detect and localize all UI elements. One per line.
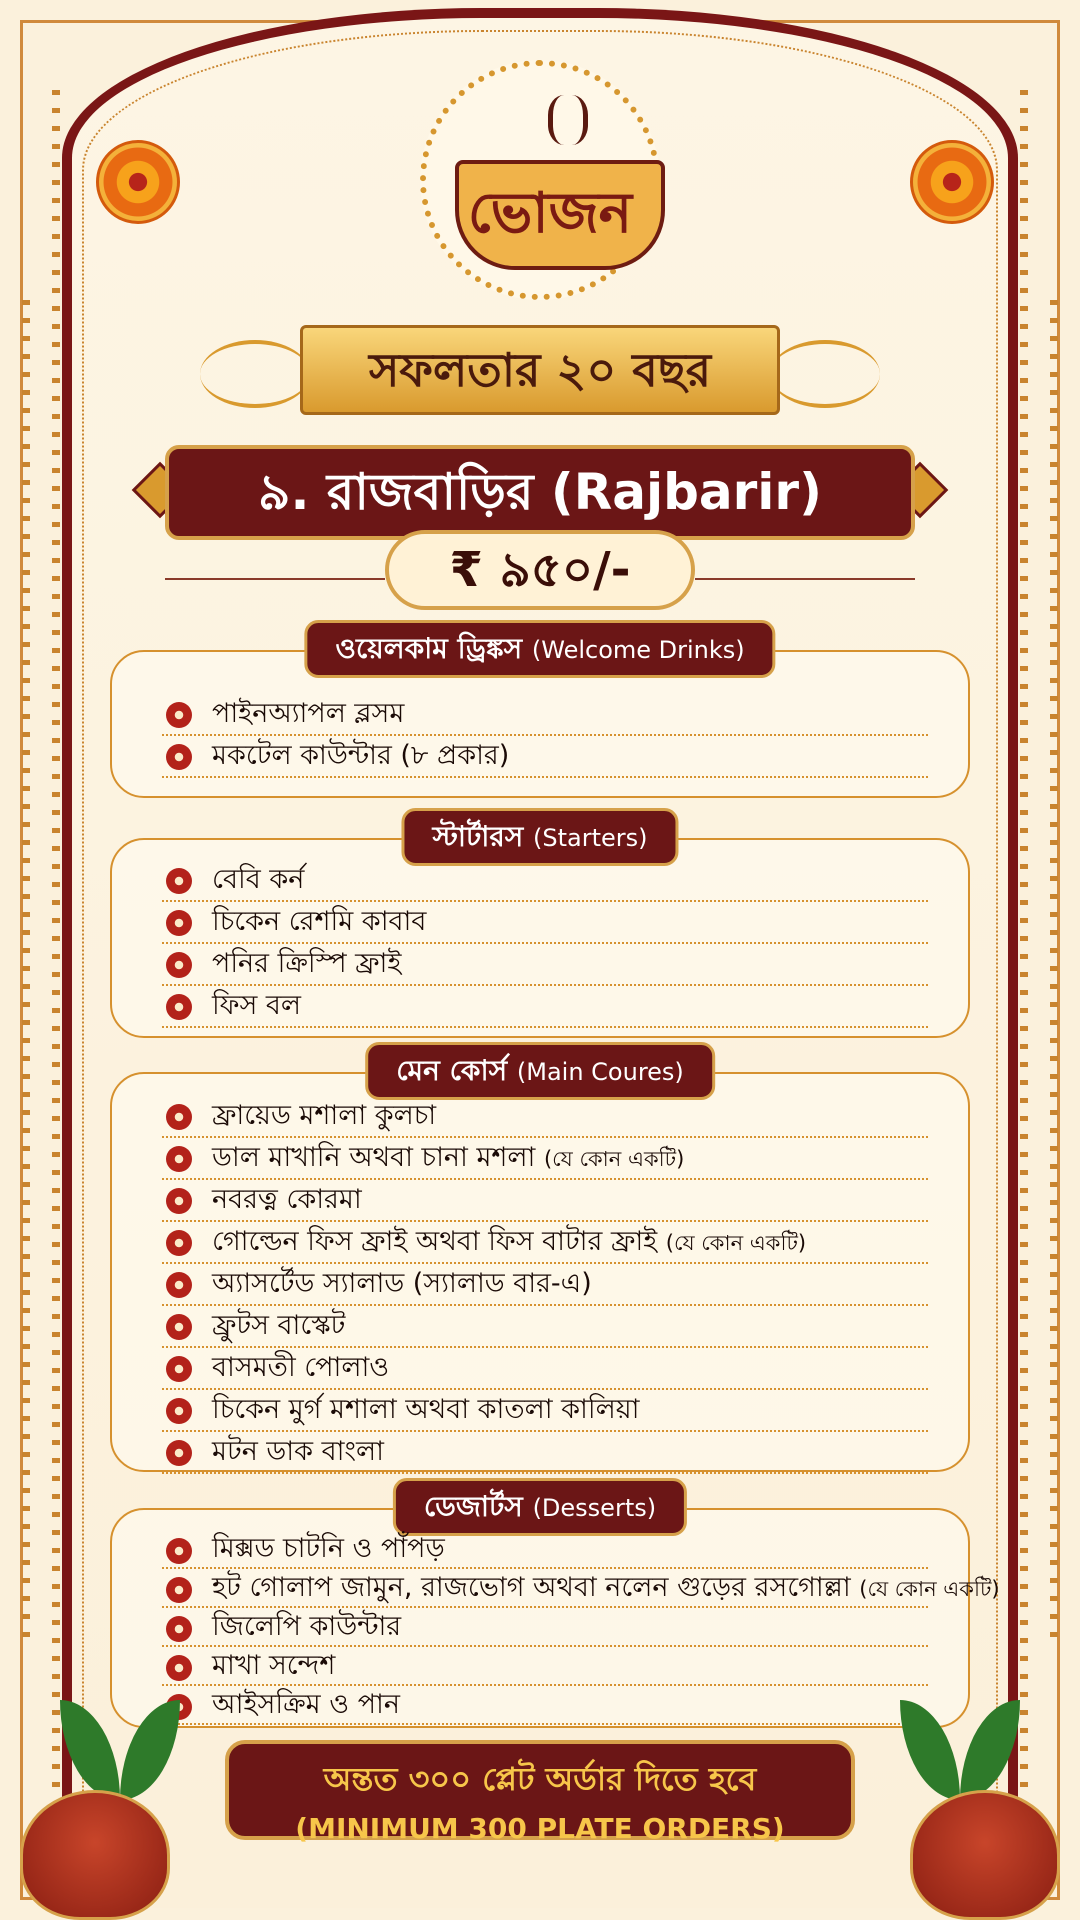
section-title-en: (Starters) [533, 824, 648, 852]
item-text: জিলেপি কাউন্টার [212, 1611, 402, 1642]
item-list [162, 860, 928, 1028]
list-item [162, 902, 928, 944]
item-text: মিক্সড চাটনি ও পাঁপড় [212, 1533, 445, 1564]
flower-bullet-icon [166, 1356, 192, 1382]
item-text: পনির ক্রিস্পি ফ্রাই [212, 948, 402, 979]
flower-bullet-icon [166, 1440, 192, 1466]
list-item [162, 1222, 928, 1264]
flower-bullet-icon [166, 1577, 192, 1603]
right-outer-dots [1050, 300, 1058, 1650]
minimum-order-en: (MINIMUM 300 PLATE ORDERS) [295, 1812, 785, 1845]
item-text: মাখা সন্দেশ [212, 1650, 336, 1681]
list-item [162, 736, 928, 778]
list-item [162, 1180, 928, 1222]
flower-bullet-icon [166, 1398, 192, 1424]
item-text: বেবি কর্ন [212, 864, 305, 895]
section-title-en: (Main Coures) [516, 1058, 684, 1086]
list-item [162, 986, 928, 1028]
flower-bullet-icon [166, 1272, 192, 1298]
list-item [162, 860, 928, 902]
list-item [162, 1306, 928, 1348]
flower-bullet-icon [166, 1104, 192, 1130]
kalash-pot-icon [910, 1790, 1060, 1920]
flower-bullet-icon [166, 702, 192, 728]
package-title: ৯. রাজবাড়ির (Rajbarir) [165, 445, 915, 540]
package-price: ₹ ৯৫০/- [385, 530, 695, 610]
minimum-order-bn: অন্তত ৩০০ প্লেট অর্ডার দিতে হবে [323, 1760, 757, 1798]
flower-bullet-icon [166, 952, 192, 978]
section-header [393, 1478, 687, 1536]
minimum-order-banner [225, 1740, 855, 1845]
flower-bullet-icon [166, 1616, 192, 1642]
section-header [304, 620, 775, 678]
section-starters [110, 820, 970, 1038]
item-list [162, 1096, 928, 1474]
flower-bullet-icon [166, 1188, 192, 1214]
section-main-course [110, 1054, 970, 1472]
item-note: (যে কোন একটি) [543, 1147, 685, 1171]
list-item [162, 1390, 928, 1432]
flower-bullet-icon [166, 1314, 192, 1340]
section-desserts [110, 1490, 1000, 1728]
ornament-scroll-right [770, 340, 880, 408]
anniversary-ribbon: সফলতার ২০ বছর [300, 325, 780, 415]
item-text: নবরত্ন কোরমা [212, 1184, 362, 1215]
list-item [162, 1686, 928, 1725]
item-list [162, 694, 928, 778]
item-list [162, 1530, 1000, 1725]
item-text: আইসক্রিম ও পান [212, 1689, 400, 1720]
list-item [162, 1096, 928, 1138]
list-item [162, 694, 928, 736]
list-item [162, 1264, 928, 1306]
flower-bullet-icon [166, 1538, 192, 1564]
item-text: মকটেল কাউন্টার (৮ প্রকার) [212, 740, 510, 771]
flower-medallion-icon [910, 140, 994, 224]
section-header [401, 808, 678, 866]
item-text: ফ্রুটস বাস্কেট [212, 1310, 346, 1341]
list-item [162, 1647, 928, 1686]
section-title-bn: মেন কোর্স [396, 1054, 508, 1087]
item-text: বাসমতী পোলাও [212, 1352, 390, 1383]
list-item [162, 1569, 1000, 1608]
item-note: (যে কোন একটি) [665, 1231, 807, 1255]
right-dotted-border [1020, 90, 1028, 1790]
item-text: হট গোলাপ জামুন, রাজভোগ অথবা নলেন গুড়ের রসগোল্লা [212, 1572, 851, 1603]
item-text: মটন ডাক বাংলা [212, 1436, 385, 1467]
list-item [162, 1432, 928, 1474]
left-dotted-border [52, 90, 60, 1790]
flower-bullet-icon [166, 910, 192, 936]
flower-medallion-icon [96, 140, 180, 224]
flower-bullet-icon [166, 1230, 192, 1256]
item-text: পাইনঅ্যাপল ব্লসম [212, 698, 405, 729]
flower-bullet-icon [166, 868, 192, 894]
list-item [162, 944, 928, 986]
section-title-bn: স্টার্টারস [432, 820, 524, 853]
ornament-scroll-left [200, 340, 310, 408]
section-title-bn: ওয়েলকাম ড্রিঙ্কস [335, 632, 523, 665]
left-outer-dots [22, 300, 30, 1650]
section-title-en: (Welcome Drinks) [531, 636, 745, 664]
item-text: চিকেন রেশমি কাবাব [212, 906, 427, 937]
item-text: চিকেন মুর্গ মশালা অথবা কাতলা কালিয়া [212, 1394, 640, 1425]
item-text: ফ্রায়েড মশালা কুলচা [212, 1100, 437, 1131]
list-item [162, 1608, 928, 1647]
item-text: অ্যাসর্টেড স্যালাড (স্যালাড বার-এ) [212, 1268, 592, 1299]
section-title-bn: ডেজার্টস [423, 1490, 523, 1523]
section-title-en: (Desserts) [532, 1494, 657, 1522]
section-welcome-drinks [110, 632, 970, 798]
item-text: ফিস বল [212, 990, 302, 1021]
steam-icon [548, 95, 588, 145]
list-item [162, 1138, 928, 1180]
flower-bullet-icon [166, 994, 192, 1020]
price-rule-right [695, 578, 915, 580]
kalash-pot-icon [20, 1790, 170, 1920]
flower-bullet-icon [166, 1655, 192, 1681]
item-text: ডাল মাখানি অথবা চানা মশলা [212, 1142, 536, 1173]
flower-bullet-icon [166, 1146, 192, 1172]
list-item [162, 1348, 928, 1390]
section-header [365, 1042, 715, 1100]
list-item [162, 1530, 928, 1569]
price-rule-left [165, 578, 385, 580]
flower-bullet-icon [166, 744, 192, 770]
logo-text: ভোজন [467, 180, 633, 246]
item-text: গোল্ডেন ফিস ফ্রাই অথবা ফিস বাটার ফ্রাই [212, 1226, 658, 1257]
item-note: (যে কোন একটি) [859, 1577, 1000, 1601]
